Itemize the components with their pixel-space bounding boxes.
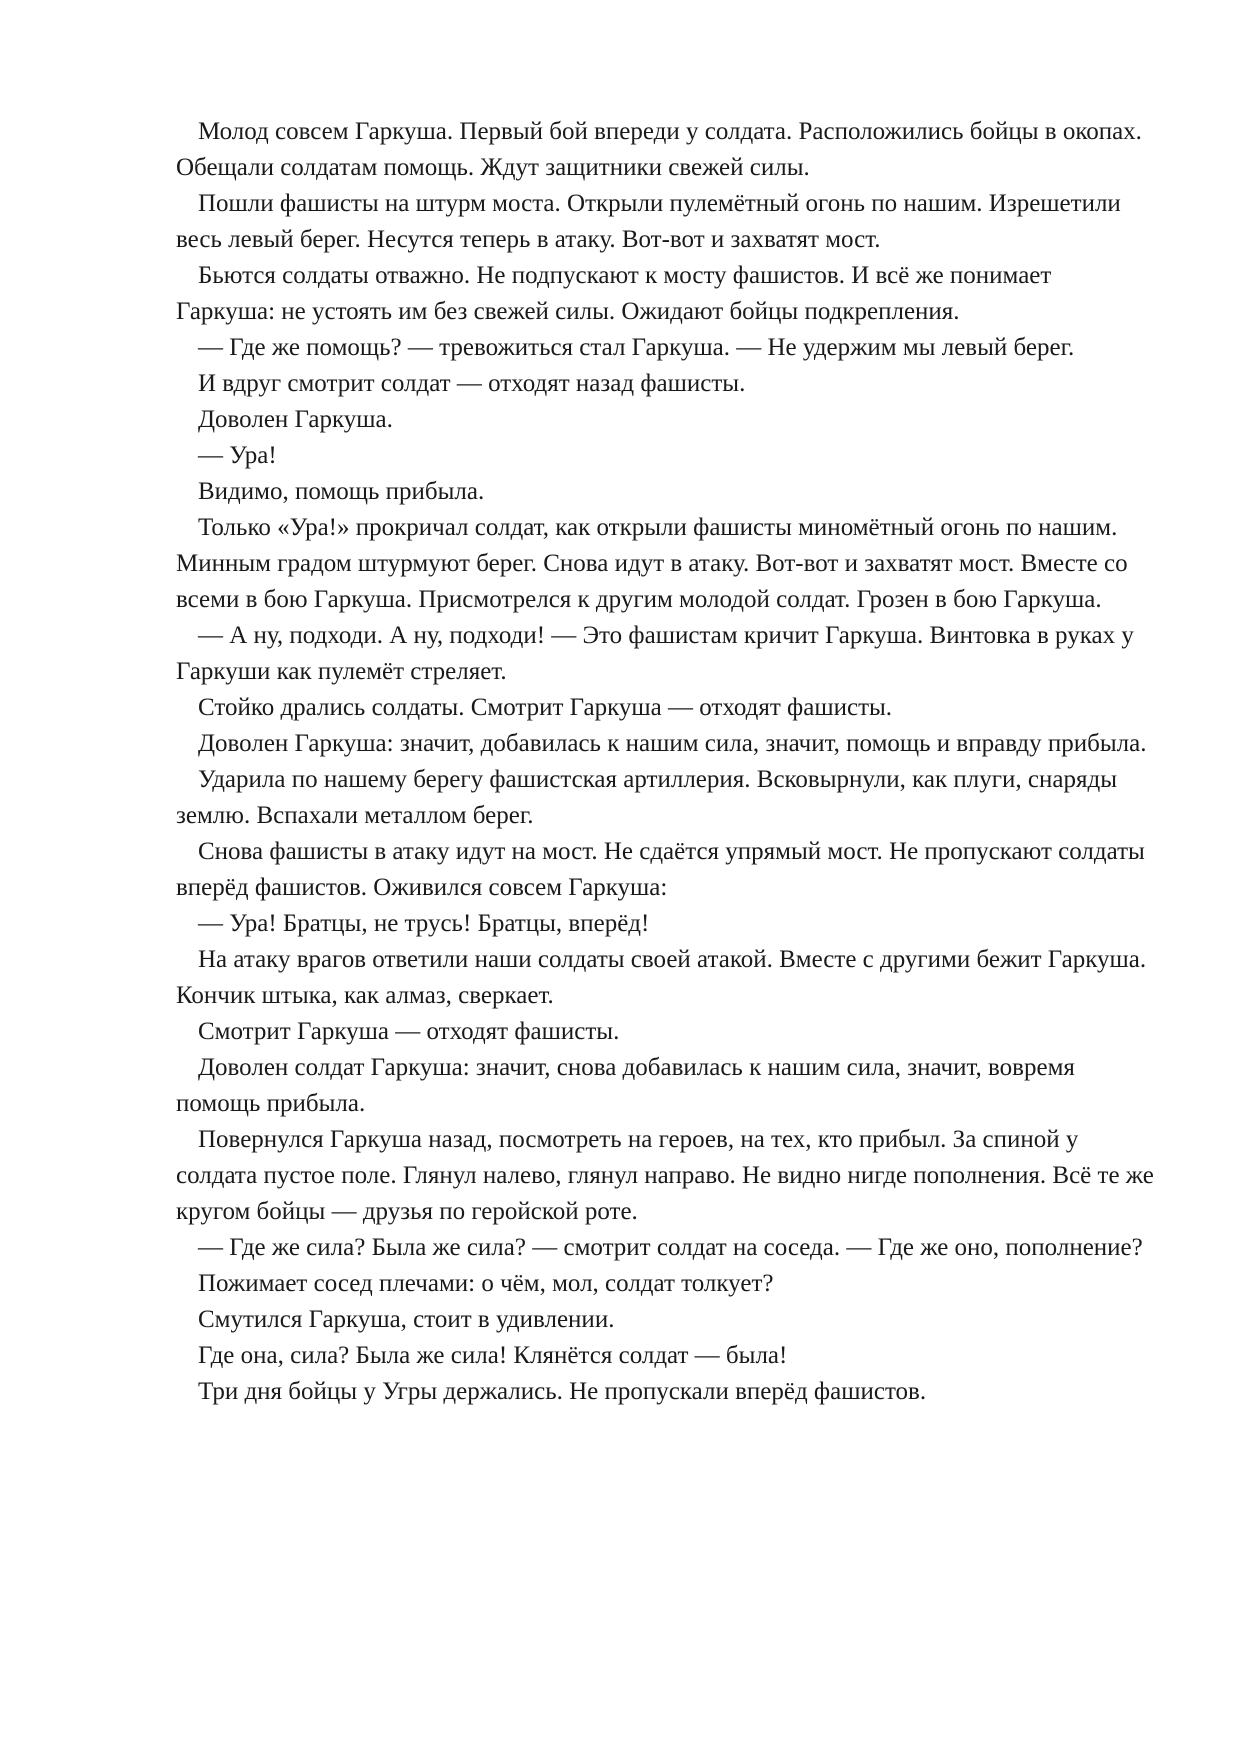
paragraph: — Где же сила? Была же сила? — смотрит солдат на соседа. — Где же оно, пополнение? [198, 1234, 1143, 1261]
paragraph: Снова фашисты в атаку идут на мост. Не сдаётся упрямый мост. Не пропускают солдаты вперёд фашистов. Оживился совсем Гаркуша: [176, 838, 1145, 901]
paragraph: Пошли фашисты на штурм моста. Открыли пулемётный огонь по нашим. Изрешетили весь левый берег. Несутся теперь в атаку. Вот-вот и захватят мост. [176, 190, 1121, 253]
paragraph: Три дня бойцы у Угры держались. Не пропускали вперёд фашистов. [198, 1378, 927, 1405]
paragraph: — Где же помощь? — тревожиться стал Гаркуша. — Не удержим мы левый берег. [198, 334, 1075, 361]
paragraph: — Ура! Братцы, не трусь! Братцы, вперёд! [198, 910, 650, 937]
paragraph: На атаку врагов ответили наши солдаты своей атакой. Вместе с другими бежит Гаркуша. Кончик штыка, как алмаз, сверкает. [176, 946, 1147, 1009]
paragraph: — Ура! [198, 442, 277, 469]
paragraph: Только «Ура!» прокричал солдат, как открыли фашисты миномётный огонь по нашим. Минным градом штурмуют берег. Снова идут в атаку. Вот-вот и захватят мост. Вместе со всеми в бою Гаркуша. Присмотрелся к другим молодой солдат. Грозен в бою Гаркуша. [176, 514, 1128, 613]
paragraph: Смотрит Гаркуша — отходят фашисты. [198, 1018, 620, 1045]
paragraph: И вдруг смотрит солдат — отходят назад фашисты. [198, 370, 746, 397]
paragraph: Доволен солдат Гаркуша: значит, снова добавилась к нашим сила, значит, вовремя помощь прибыла. [176, 1054, 1075, 1117]
paragraph: — А ну, подходи. А ну, подходи! — Это фашистам кричит Гаркуша. Винтовка в руках у Гаркуши как пулемёт стреляет. [176, 622, 1134, 685]
paragraph: Пожимает сосед плечами: о чём, мол, солдат толкует? [198, 1270, 774, 1297]
paragraph: Доволен Гаркуша. [198, 406, 393, 433]
page-text [176, 114, 1156, 1410]
paragraph: Смутился Гаркуша, стоит в удивлении. [198, 1306, 615, 1333]
paragraph: Повернулся Гаркуша назад, посмотреть на героев, на тех, кто прибыл. За спиной у солдата пустое поле. Глянул налево, глянул направо. Не видно нигде пополнения. Всё те же кругом бойцы — друзья по геройской роте. [176, 1126, 1154, 1225]
paragraph: Бьются солдаты отважно. Не подпускают к мосту фашистов. И всё же понимает Гаркуша: не устоять им без свежей силы. Ожидают бойцы подкрепления. [176, 262, 1052, 325]
paragraph: Молод совсем Гаркуша. Первый бой впереди у солдата. Расположились бойцы в окопах. Обещали солдатам помощь. Ждут защитники свежей силы. [176, 118, 1142, 181]
paragraph: Видимо, помощь прибыла. [198, 478, 485, 505]
paragraph: Стойко дрались солдаты. Смотрит Гаркуша — отходят фашисты. [198, 694, 893, 721]
paragraph: Доволен Гаркуша: значит, добавилась к нашим сила, значит, помощь и вправду прибыла. [198, 730, 1147, 757]
paragraph: Где она, сила? Была же сила! Клянётся солдат — была! [198, 1342, 788, 1369]
paragraph: Ударила по нашему берегу фашистская артиллерия. Всковырнули, как плуги, снаряды землю. Вспахали металлом берег. [176, 766, 1117, 829]
